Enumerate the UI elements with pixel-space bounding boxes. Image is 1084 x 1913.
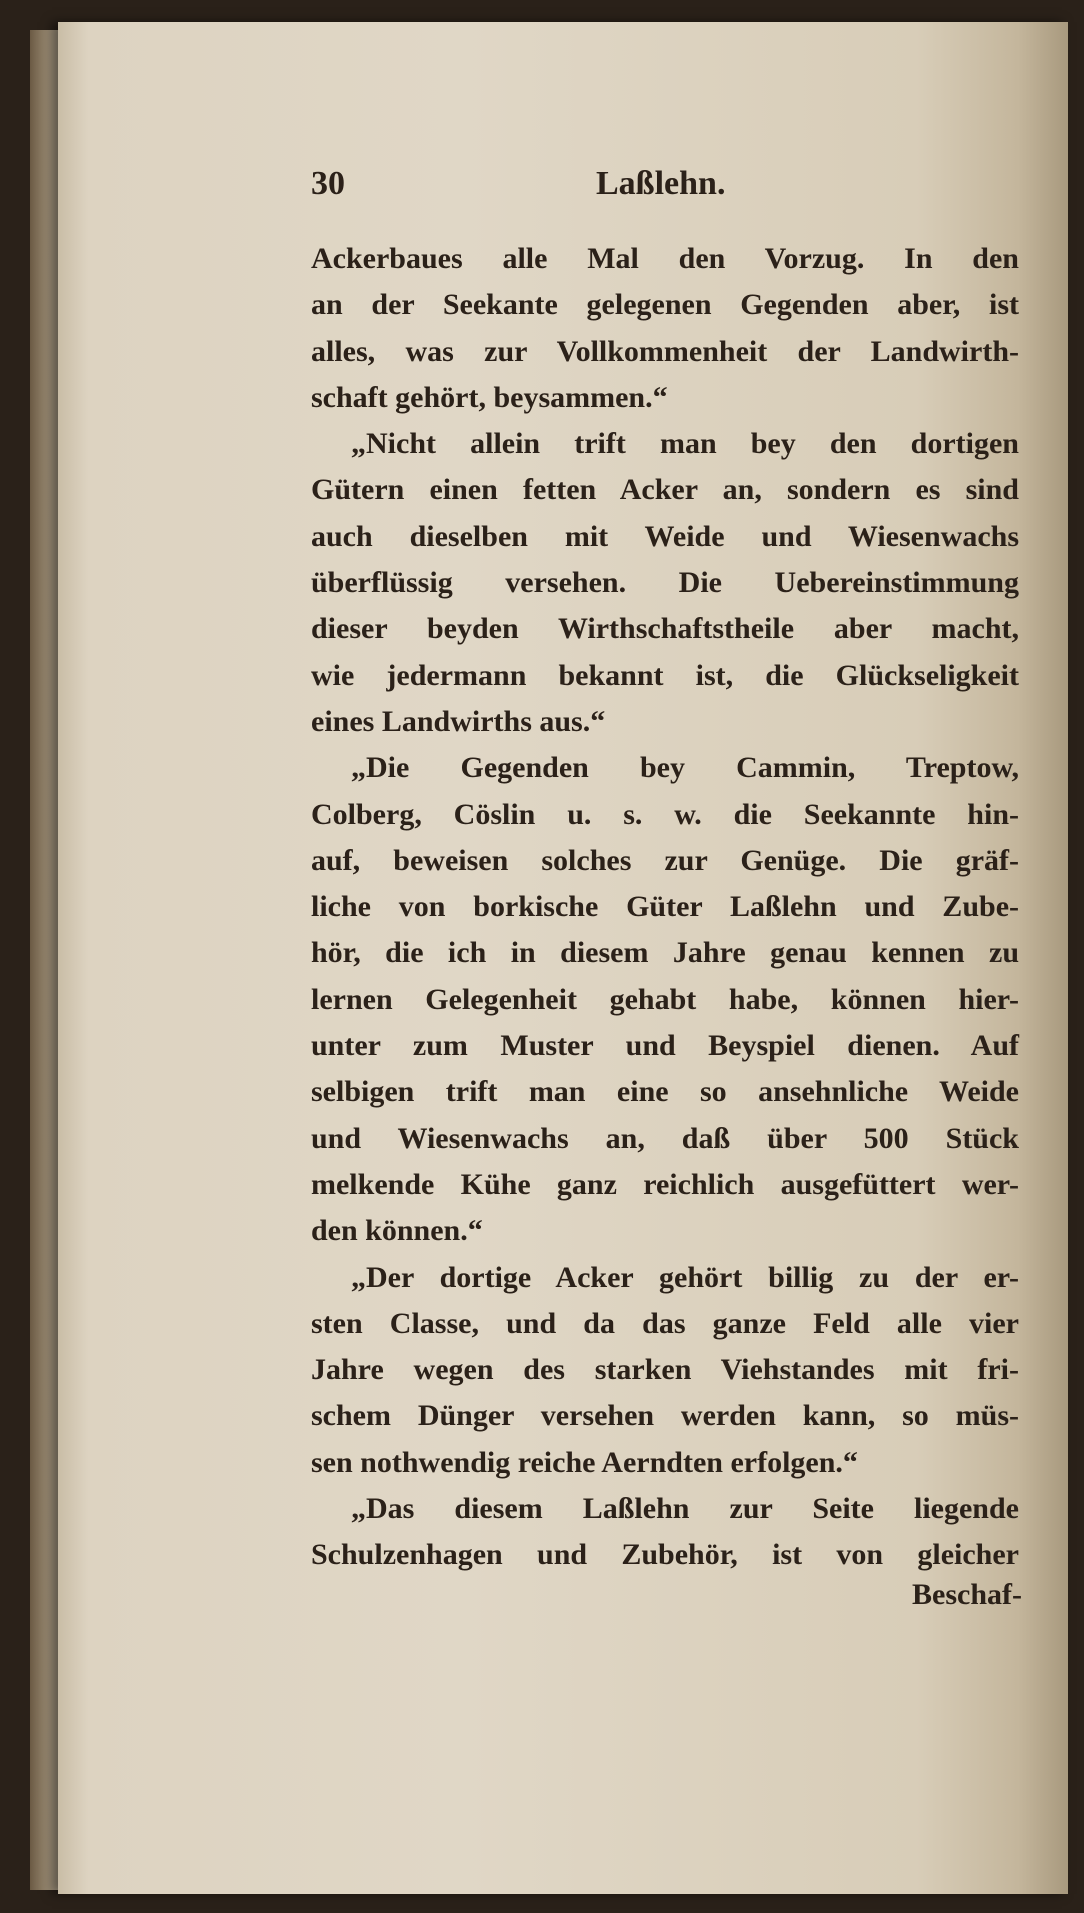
text-line: selbigen trift man eine so ansehnliche Weide [311, 1075, 1019, 1109]
text-line: Colberg, Cöslin u. s. w. die Seekannte hin- [311, 797, 1019, 831]
text-line: „Nicht allein trift man bey den dortigen [351, 427, 1019, 461]
text-line: lernen Gelegenheit gehabt habe, können hier- [311, 982, 1019, 1016]
text-line: „Die Gegenden bey Cammin, Treptow, [351, 751, 1019, 785]
page-header [0, 165, 1084, 215]
page-number: 30 [311, 165, 345, 202]
text-line: melkende Kühe ganz reichlich ausgefüttert wer- [311, 1167, 1019, 1201]
text-line: unter zum Muster und Beyspiel dienen. Auf [311, 1029, 1019, 1063]
running-title: Laßlehn. [596, 165, 726, 202]
text-line: dieser beyden Wirthschaftstheile aber macht, [311, 612, 1019, 646]
text-line: „Das diesem Laßlehn zur Seite liegende [351, 1492, 1019, 1526]
text-line: Schulzenhagen und Zubehör, ist von gleicher [311, 1538, 1019, 1572]
text-line: schaft gehört, beysammen.“ [311, 380, 668, 414]
text-line: sen nothwendig reiche Aerndten erfolgen.“ [311, 1445, 858, 1479]
text-line: hör, die ich in diesem Jahre genau kennen zu [311, 936, 1019, 970]
text-line: liche von borkische Güter Laßlehn und Zube- [311, 890, 1019, 924]
text-line: eines Landwirths aus.“ [311, 704, 606, 738]
text-line: und Wiesenwachs an, daß über 500 Stück [311, 1121, 1019, 1155]
text-line: Gütern einen fetten Acker an, sondern es sind [311, 473, 1019, 507]
text-line: den können.“ [311, 1214, 483, 1248]
text-line: an der Seekante gelegenen Gegenden aber, ist [311, 288, 1019, 322]
text-line: überflüssig versehen. Die Uebereinstimmung [311, 566, 1019, 600]
text-line: „Der dortige Acker gehört billig zu der er- [351, 1260, 1019, 1294]
text-line: Ackerbaues alle Mal den Vorzug. In den [311, 242, 1019, 275]
catchword: Beschaf- [912, 1578, 1022, 1611]
text-line: auch dieselben mit Weide und Wiesenwachs [311, 519, 1019, 553]
text-line: schem Dünger versehen werden kann, so müs- [311, 1399, 1019, 1433]
book-edge [30, 30, 60, 1890]
text-line: Jahre wegen des starken Viehstandes mit fri- [311, 1353, 1019, 1387]
text-line: alles, was zur Vollkommenheit der Landwirth- [311, 334, 1019, 368]
text-line: auf, beweisen solches zur Genüge. Die gräf- [311, 843, 1019, 877]
text-line: wie jedermann bekannt ist, die Glückseligkeit [311, 658, 1019, 692]
text-line: sten Classe, und da das ganze Feld alle vier [311, 1306, 1019, 1340]
body-text [311, 236, 1019, 1579]
